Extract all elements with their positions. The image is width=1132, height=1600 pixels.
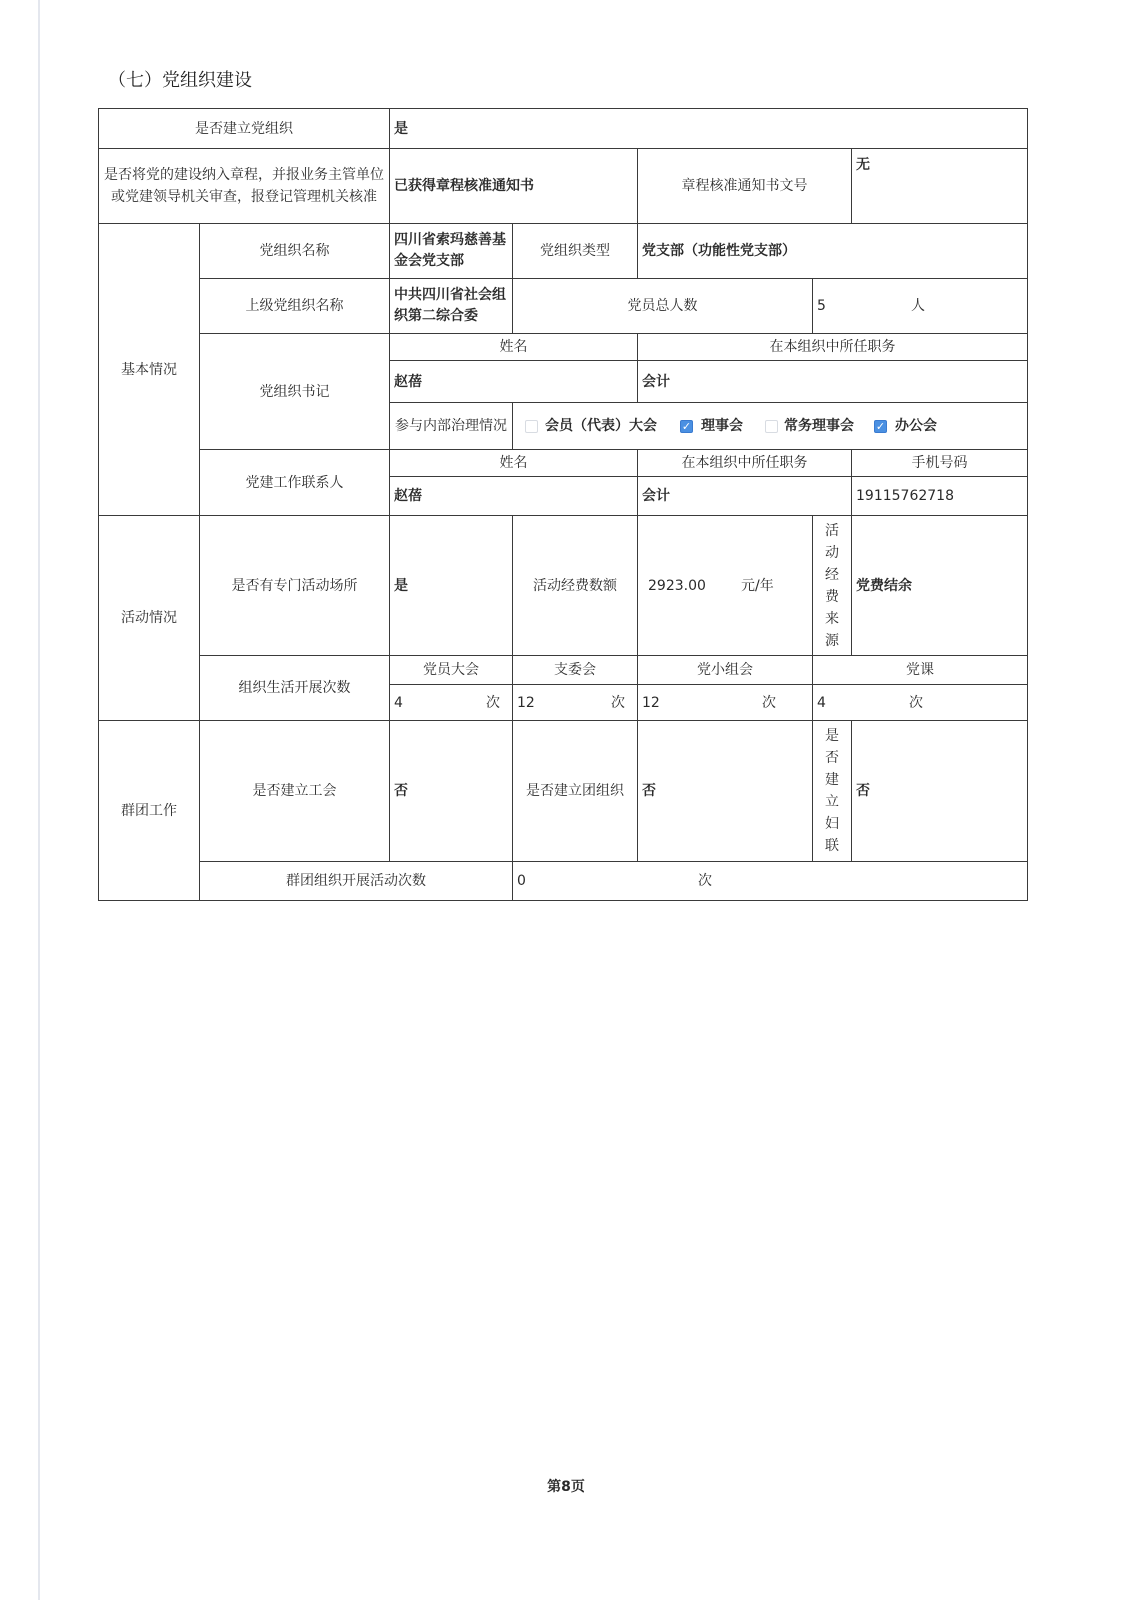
checkbox-general-assembly[interactable]: [525, 420, 538, 433]
meeting-type-branch-committee: 支委会: [512, 655, 638, 685]
meeting-unit: 次: [486, 694, 500, 711]
charter-label: 是否将党的建设纳入章程，并报业务主管单位或党建领导机关审查，报登记管理机关核准: [98, 148, 390, 224]
meeting-unit: 次: [762, 694, 776, 711]
union-value: 否: [389, 720, 513, 862]
governance-options: [512, 402, 1028, 450]
checkbox-standing-council[interactable]: [765, 420, 778, 433]
secretary-name: 赵蓓: [389, 360, 638, 403]
secretary-name-header: 姓名: [389, 333, 638, 361]
section-title: （七）党组织建设: [108, 70, 252, 91]
contact-phone: 19115762718: [851, 476, 1028, 516]
funds-value: 2923.00: [648, 577, 706, 594]
meeting-count: 4: [394, 694, 403, 711]
option-office-meeting: 办公会: [895, 418, 937, 434]
org-type-value: 党支部（功能性党支部）: [637, 223, 1028, 279]
meetings-label: 组织生活开展次数: [199, 655, 390, 721]
option-council: 理事会: [701, 418, 743, 434]
charter-doc-value: 无: [851, 148, 1028, 224]
meeting-unit: 次: [909, 694, 923, 711]
youth-value: 否: [637, 720, 813, 862]
funds-unit: 元/年: [741, 577, 774, 594]
meeting-count-group: [637, 684, 813, 721]
established-label: 是否建立党组织: [98, 108, 390, 149]
scan-edge: [38, 0, 40, 1600]
mass-section-label: 群团工作: [98, 720, 200, 901]
funds-source-value: 党费结余: [851, 515, 1028, 656]
women-label: 是 否 建 立 妇 联: [812, 720, 852, 862]
meeting-count-party-congress: [389, 684, 513, 721]
funds-source-label: 活 动 经 费 来 源: [812, 515, 852, 656]
org-name-value: 四川省索玛慈善基金会党支部: [389, 223, 513, 279]
meeting-count-lecture: [812, 684, 1028, 721]
venue-label: 是否有专门活动场所: [199, 515, 390, 656]
members-label: 党员总人数: [512, 278, 813, 334]
parent-org-label: 上级党组织名称: [199, 278, 390, 334]
funds-label: 活动经费数额: [512, 515, 638, 656]
contact-phone-header: 手机号码: [851, 449, 1028, 477]
women-value: 否: [851, 720, 1028, 862]
option-standing-council: 常务理事会: [784, 418, 854, 434]
mass-activities-value: 0: [517, 873, 526, 889]
venue-value: 是: [389, 515, 513, 656]
page-number: 第8页: [547, 1479, 585, 1495]
mass-activities-cell: [512, 861, 1028, 901]
governance-label: 参与内部治理情况: [389, 402, 513, 450]
established-value: 是: [389, 108, 1028, 149]
members-value: 5: [817, 298, 826, 314]
meeting-count: 12: [517, 694, 535, 711]
meeting-count: 12: [642, 694, 660, 711]
basic-section-label: 基本情况: [98, 223, 200, 516]
mass-activities-label: 群团组织开展活动次数: [199, 861, 513, 901]
mass-activities-unit: 次: [698, 873, 712, 889]
contact-role: 会计: [637, 476, 852, 516]
meeting-unit: 次: [611, 694, 625, 711]
union-label: 是否建立工会: [199, 720, 390, 862]
charter-doc-label: 章程核准通知书文号: [637, 148, 852, 224]
org-name-label: 党组织名称: [199, 223, 390, 279]
meeting-count-branch-committee: [512, 684, 638, 721]
contact-role-header: 在本组织中所任职务: [637, 449, 852, 477]
contact-name-header: 姓名: [389, 449, 638, 477]
org-type-label: 党组织类型: [512, 223, 638, 279]
meeting-type-group: 党小组会: [637, 655, 813, 685]
meeting-type-party-congress: 党员大会: [389, 655, 513, 685]
meeting-count: 4: [817, 694, 826, 711]
funds-cell: [637, 515, 813, 656]
members-unit: 人: [911, 298, 925, 314]
secretary-label: 党组织书记: [199, 333, 390, 450]
checkbox-council[interactable]: ✓: [681, 420, 692, 433]
activity-section-label: 活动情况: [98, 515, 200, 721]
contact-label: 党建工作联系人: [199, 449, 390, 516]
checkbox-office-meeting[interactable]: ✓: [875, 420, 886, 433]
secretary-role: 会计: [637, 360, 1028, 403]
secretary-role-header: 在本组织中所任职务: [637, 333, 1028, 361]
contact-name: 赵蓓: [389, 476, 638, 516]
charter-value: 已获得章程核准通知书: [389, 148, 638, 224]
parent-org-value: 中共四川省社会组织第二综合委: [389, 278, 513, 334]
youth-label: 是否建立团组织: [512, 720, 638, 862]
meeting-type-lecture: 党课: [812, 655, 1028, 685]
option-general-assembly: 会员（代表）大会: [545, 418, 657, 434]
members-cell: [812, 278, 1028, 334]
